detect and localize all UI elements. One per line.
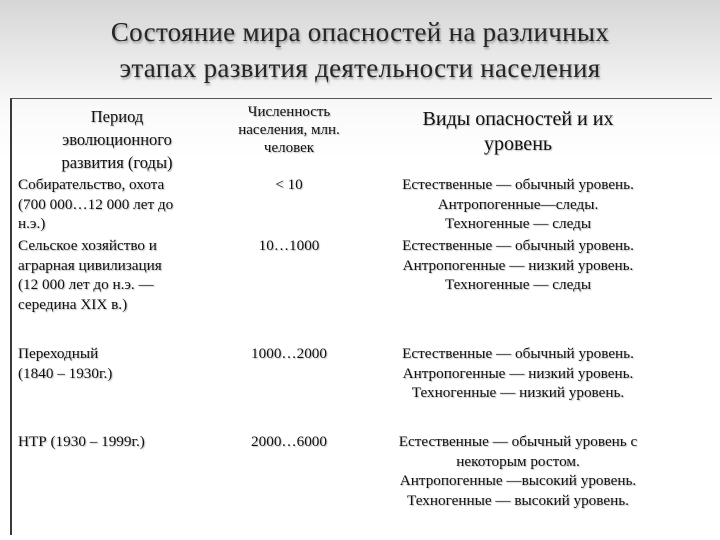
row-population: [220, 432, 358, 452]
header-population-line: Численность: [247, 104, 331, 120]
slide-title: [0, 14, 720, 86]
row-period-line: НТР (1930 – 1999г.): [18, 433, 145, 450]
row-hazards-line: Антропогенные —высокий уровень.: [399, 472, 637, 489]
table-header-row: [12, 101, 712, 173]
header-period-line: эволюционного: [62, 130, 172, 149]
row-population: [220, 175, 358, 195]
row-period-line: (12 000 лет до н.э. —: [18, 276, 154, 293]
row-period: [18, 175, 224, 234]
row-period: [18, 432, 224, 452]
header-population: [220, 103, 358, 157]
row-period-line: (700 000…12 000 лет до: [18, 195, 174, 213]
header-hazards-line: Виды опасностей и их: [422, 108, 614, 130]
row-period-line: середина XIX в.): [18, 295, 128, 313]
row-period-line: н.э.): [18, 215, 46, 232]
header-period-line: Период: [90, 107, 144, 126]
row-hazards-line: Естественные — обычный уровень с: [398, 433, 638, 450]
row-period-line: Сельское хозяйство и: [18, 237, 157, 254]
row-hazards-line: Естественные — обычный уровень.: [402, 345, 634, 362]
row-population: [220, 344, 358, 364]
row-hazards: [358, 175, 678, 234]
row-population: [220, 236, 358, 256]
slide-title-line-1: Состояние мира опасностей на различных: [110, 17, 610, 47]
row-population-value: < 10: [275, 176, 303, 193]
row-hazards-line: Техногенные — высокий уровень.: [407, 491, 629, 509]
row-hazards: [358, 432, 678, 510]
row-hazards-line: Антропогенные — низкий уровень.: [402, 364, 634, 382]
header-population-line: населения, млн.: [238, 122, 340, 138]
row-period: [18, 236, 224, 314]
row-period-line: Переходный: [18, 345, 99, 362]
hazards-table: [10, 98, 712, 535]
row-hazards-line: Антропогенные — низкий уровень.: [402, 256, 634, 274]
header-period-line: развития (годы): [61, 153, 173, 172]
row-population-value: 2000…6000: [251, 433, 327, 450]
header-period: [12, 105, 222, 174]
row-hazards-line: Техногенные — следы: [444, 215, 592, 232]
row-hazards-line: Техногенные — низкий уровень.: [411, 384, 625, 401]
row-period-line: (1840 – 1930г.): [18, 364, 113, 382]
row-period: [18, 344, 224, 383]
row-hazards-line: Естественные — обычный уровень.: [402, 176, 634, 193]
row-population-value: 10…1000: [258, 237, 320, 254]
slide-title-line-2: этапах развития деятельности населения: [119, 53, 601, 83]
row-period-line: аграрная цивилизация: [18, 256, 162, 274]
row-hazards: [358, 344, 678, 403]
row-hazards-line: Техногенные — следы: [444, 276, 592, 293]
row-hazards-line: Естественные — обычный уровень.: [402, 237, 634, 254]
header-population-line: человек: [263, 140, 315, 156]
row-population-value: 1000…2000: [251, 345, 327, 362]
row-hazards-line: некоторым ростом.: [456, 452, 580, 470]
header-hazards-line: уровень: [483, 133, 553, 155]
row-hazards: [358, 236, 678, 295]
header-hazards: [358, 107, 678, 157]
row-period-line: Собирательство, охота: [18, 176, 165, 193]
row-hazards-line: Антропогенные—следы.: [437, 195, 599, 213]
